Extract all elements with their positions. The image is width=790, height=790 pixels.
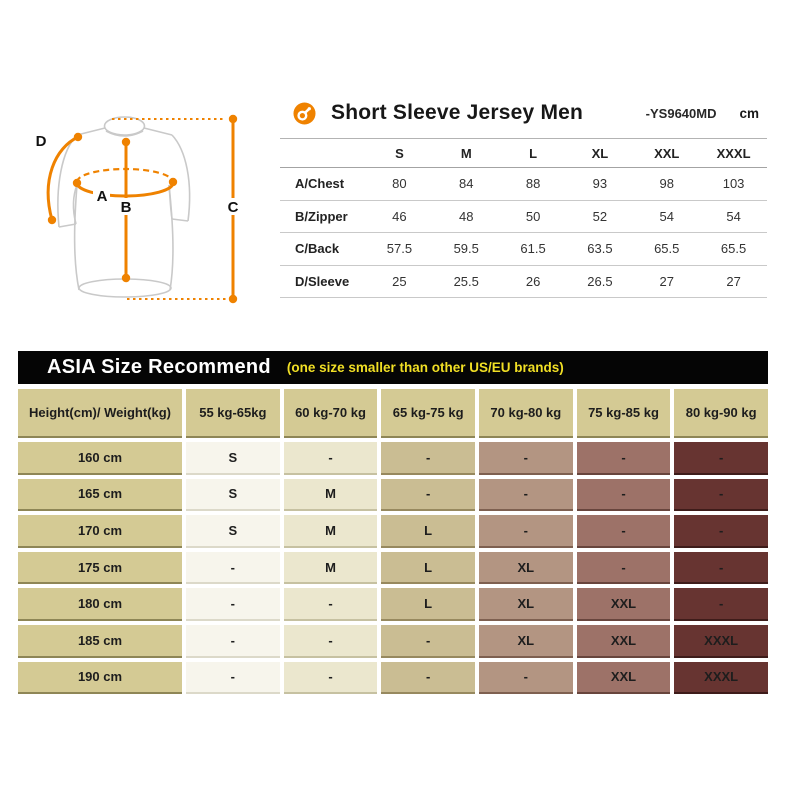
asia-col-header: 55 kg-65kg xyxy=(186,389,280,438)
size-cell: L xyxy=(381,588,475,621)
height-cell: 170 cm xyxy=(18,515,182,548)
brand-logo-icon xyxy=(293,102,316,125)
size-cell: XXL xyxy=(577,625,671,658)
size-cell: - xyxy=(284,662,378,695)
spec-value: 25 xyxy=(392,273,407,289)
size-col-xxl: XXL xyxy=(654,145,680,161)
spec-value: 65.5 xyxy=(720,241,747,257)
asia-table xyxy=(18,389,768,694)
size-cell: XL xyxy=(479,552,573,585)
spec-row-label: A/Chest xyxy=(295,176,345,192)
size-cell: - xyxy=(577,552,671,585)
size-cell: - xyxy=(479,662,573,695)
spec-value: 63.5 xyxy=(587,241,613,257)
size-cell: - xyxy=(577,442,671,475)
spec-value: 61.5 xyxy=(520,241,546,257)
spec-value: 93 xyxy=(592,176,608,192)
spec-row-chest xyxy=(280,168,767,201)
size-cell: L xyxy=(381,515,475,548)
size-cell: - xyxy=(381,625,475,658)
label-b: B xyxy=(120,199,132,216)
spec-value: 59.5 xyxy=(453,241,479,257)
spec-value: 84 xyxy=(459,176,474,192)
asia-col-header: 75 kg-85 kg xyxy=(577,389,671,438)
size-cell: - xyxy=(186,625,280,658)
asia-title: ASIA Size Recommend xyxy=(47,356,271,378)
size-cell: XL xyxy=(479,625,573,658)
spec-row-label: B/Zipper xyxy=(295,208,348,224)
spec-value: 25.5 xyxy=(453,273,479,289)
asia-subtitle: (one size smaller than other US/EU brands) xyxy=(286,360,564,375)
spec-row-zipper xyxy=(280,201,767,234)
spec-value: 103 xyxy=(722,176,745,192)
label-d: D xyxy=(35,133,47,150)
spec-section xyxy=(280,99,767,298)
size-cell: - xyxy=(577,515,671,548)
size-cell: L xyxy=(381,552,475,585)
spec-value: 26 xyxy=(525,273,541,289)
asia-col-header: 80 kg-90 kg xyxy=(674,389,768,438)
height-cell: 160 cm xyxy=(18,442,182,475)
spec-value: 98 xyxy=(659,176,674,192)
product-title-row xyxy=(280,99,767,127)
size-cell: XXXL xyxy=(674,625,768,658)
size-cell: - xyxy=(674,552,768,585)
spec-header-row xyxy=(280,139,767,168)
asia-col-header: 70 kg-80 kg xyxy=(479,389,573,438)
size-cell: XL xyxy=(479,588,573,621)
size-cell: - xyxy=(479,515,573,548)
size-col-m: M xyxy=(460,145,472,161)
spec-value: 54 xyxy=(659,208,674,224)
height-cell: 190 cm xyxy=(18,662,182,695)
size-cell: - xyxy=(186,552,280,585)
size-cell: - xyxy=(381,662,475,695)
size-col-l: L xyxy=(529,145,538,161)
size-cell: - xyxy=(674,442,768,475)
size-cell: - xyxy=(479,479,573,512)
size-cell: - xyxy=(284,442,378,475)
size-cell: - xyxy=(674,588,768,621)
size-cell: XXL xyxy=(577,662,671,695)
size-cell: S xyxy=(186,515,280,548)
size-cell: - xyxy=(674,515,768,548)
size-col-xxxl: XXXL xyxy=(716,145,751,161)
jersey-diagram-svg xyxy=(5,88,275,323)
asia-col-header: Height(cm)/ Weight(kg) xyxy=(18,389,182,438)
label-c: C xyxy=(227,199,239,216)
spec-value: 26.5 xyxy=(587,273,613,289)
size-cell: XXL xyxy=(577,588,671,621)
size-cell: M xyxy=(284,479,378,512)
spec-row-back xyxy=(280,233,767,266)
height-cell: 165 cm xyxy=(18,479,182,512)
spec-value: 54 xyxy=(726,208,741,224)
spec-value: 27 xyxy=(726,273,741,289)
size-col-xl: XL xyxy=(591,145,609,161)
spec-value: 57.5 xyxy=(386,241,413,257)
spec-row-label: C/Back xyxy=(295,241,340,257)
size-cell: - xyxy=(186,588,280,621)
label-a: A xyxy=(96,188,108,205)
size-cell: - xyxy=(577,479,671,512)
asia-col-header: 60 kg-70 kg xyxy=(284,389,378,438)
product-model-code: -YS9640MD xyxy=(645,105,717,121)
size-cell: M xyxy=(284,515,378,548)
spec-value: 88 xyxy=(525,176,541,192)
asia-recommend-section xyxy=(18,351,768,694)
asia-col-header: 65 kg-75 kg xyxy=(381,389,475,438)
spec-value: 50 xyxy=(525,208,541,224)
size-cell: - xyxy=(284,588,378,621)
size-cell: - xyxy=(381,479,475,512)
size-cell: M xyxy=(284,552,378,585)
spec-value: 65.5 xyxy=(654,241,680,257)
spec-value: 27 xyxy=(659,273,674,289)
size-cell: - xyxy=(186,662,280,695)
size-cell: - xyxy=(479,442,573,475)
size-cell: XXXL xyxy=(674,662,768,695)
unit-label: cm xyxy=(739,105,759,121)
size-cell: S xyxy=(186,442,280,475)
size-col-s: S xyxy=(395,145,404,161)
product-title: Short Sleeve Jersey Men xyxy=(331,101,584,124)
spec-table xyxy=(280,138,767,298)
height-cell: 180 cm xyxy=(18,588,182,621)
size-cell: - xyxy=(674,479,768,512)
height-cell: 185 cm xyxy=(18,625,182,658)
size-cell: S xyxy=(186,479,280,512)
spec-value: 46 xyxy=(392,208,407,224)
spec-row-label: D/Sleeve xyxy=(295,273,350,289)
size-cell: - xyxy=(284,625,378,658)
asia-header-bar xyxy=(18,351,768,384)
spec-value: 80 xyxy=(392,176,407,192)
spec-value: 48 xyxy=(459,208,474,224)
spec-value: 52 xyxy=(592,208,608,224)
size-cell: - xyxy=(381,442,475,475)
spec-row-sleeve xyxy=(280,266,767,299)
height-cell: 175 cm xyxy=(18,552,182,585)
jersey-diagram xyxy=(5,88,275,323)
